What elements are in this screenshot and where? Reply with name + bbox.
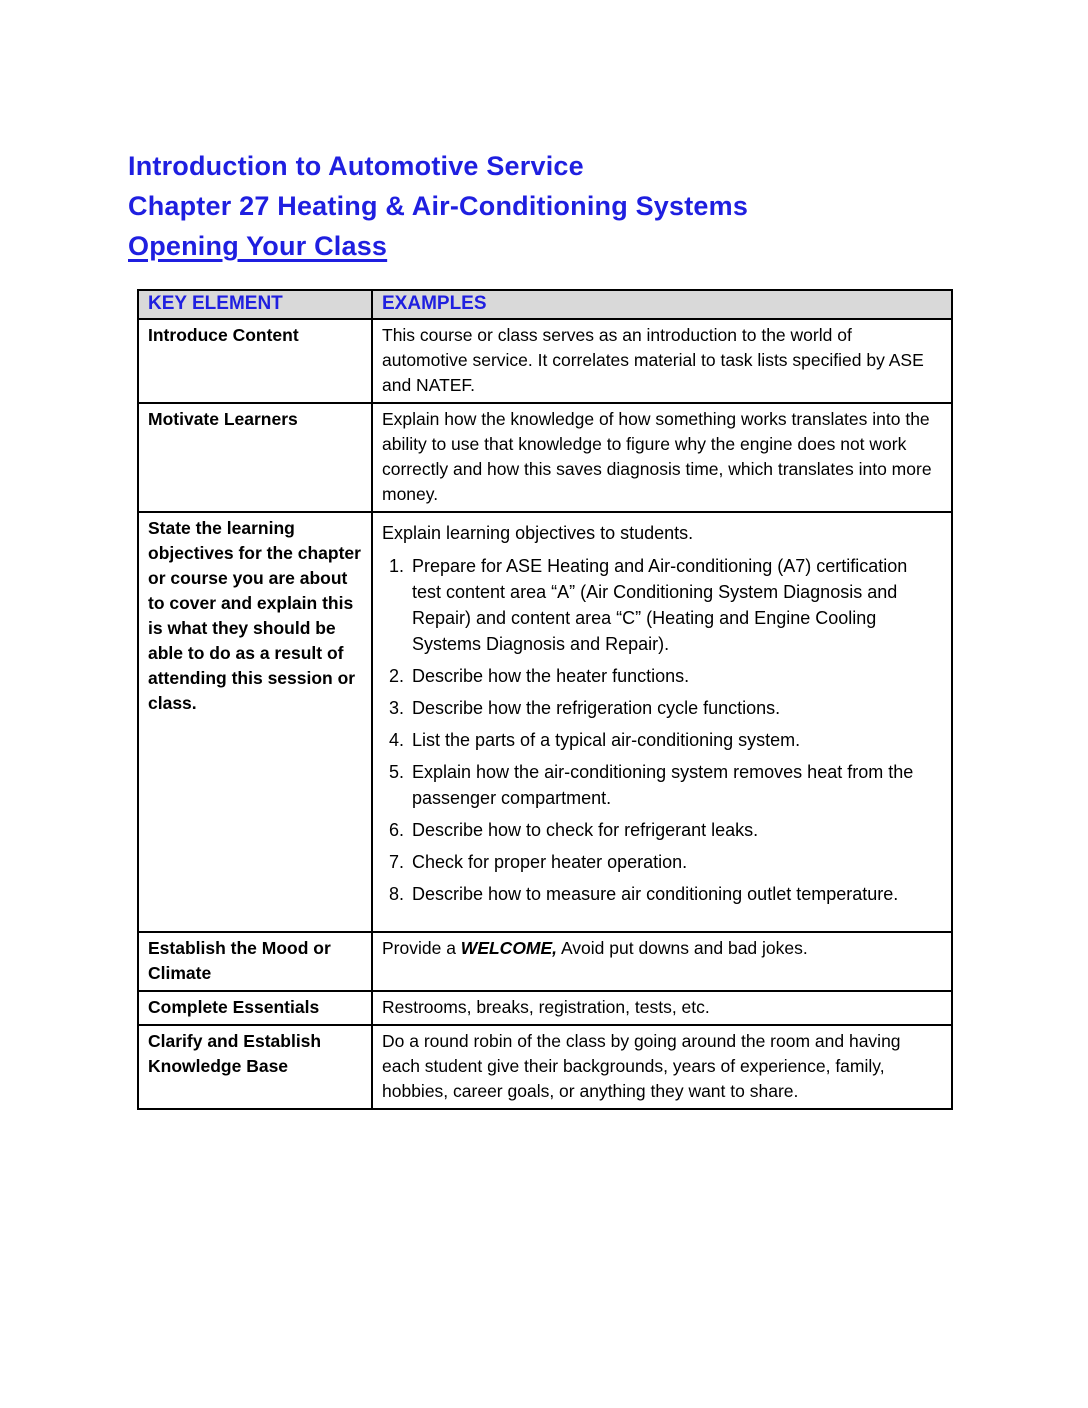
example-cell: This course or class serves as an introduction to the world of automotive service. It correlates material to task lists specified by ASE and NATEF. xyxy=(372,319,952,403)
column-header-key-element: KEY ELEMENT xyxy=(138,290,372,319)
example-cell: Restrooms, breaks, registration, tests, etc. xyxy=(372,991,952,1025)
key-element-cell: Establish the Mood or Climate xyxy=(138,932,372,991)
example-text-prefix: Provide a xyxy=(382,938,461,958)
table-row-learning-objectives xyxy=(138,512,952,932)
title-line-course: Introduction to Automotive Service xyxy=(128,151,584,181)
example-text-suffix: Avoid put downs and bad jokes. xyxy=(557,938,808,958)
objectives-intro: Explain learning objectives to students. xyxy=(382,523,694,543)
objectives-list xyxy=(382,553,941,907)
key-element-cell: Motivate Learners xyxy=(138,403,372,512)
document-title xyxy=(128,146,748,266)
example-cell: Explain how the knowledge of how something works translates into the ability to use that knowledge to figure why the engine does not work correctly and how this saves diagnosis time, which translates into more money. xyxy=(372,403,952,512)
table-header-row xyxy=(138,290,952,319)
title-line-section: Opening Your Class xyxy=(128,231,388,261)
table-row-clarify-knowledge xyxy=(138,1025,952,1109)
table-row-introduce-content xyxy=(138,319,952,403)
key-element-cell: Complete Essentials xyxy=(138,991,372,1025)
table-row-establish-mood xyxy=(138,932,952,991)
objective-item: 2. Describe how the heater functions. xyxy=(409,663,941,689)
key-element-cell: Clarify and Establish Knowledge Base xyxy=(138,1025,372,1109)
table-row-motivate-learners xyxy=(138,403,952,512)
example-cell: Do a round robin of the class by going around the room and having each student give their backgrounds, years of experience, family, hobbies, career goals, or anything they want to share. xyxy=(372,1025,952,1109)
objective-item: 7. Check for proper heater operation. xyxy=(409,849,941,875)
objective-item: 6. Describe how to check for refrigerant leaks. xyxy=(409,817,941,843)
key-element-cell: Introduce Content xyxy=(138,319,372,403)
welcome-emphasis: WELCOME, xyxy=(460,938,558,958)
objective-item: 3. Describe how the refrigeration cycle functions. xyxy=(409,695,941,721)
table-row-complete-essentials xyxy=(138,991,952,1025)
objective-item: 5. Explain how the air-conditioning system removes heat from the passenger compartment. xyxy=(409,759,941,811)
objective-item: 8. Describe how to measure air conditioning outlet temperature. xyxy=(409,881,941,907)
example-cell xyxy=(372,932,952,991)
key-element-cell: State the learning objectives for the chapter or course you are about to cover and explain this is what they should be able to do as a result of attending this session or class. xyxy=(138,512,372,932)
column-header-examples: EXAMPLES xyxy=(372,290,952,319)
objective-item: 4. List the parts of a typical air-conditioning system. xyxy=(409,727,941,753)
key-element-table xyxy=(137,289,953,1110)
example-cell xyxy=(372,512,952,932)
title-line-chapter: Chapter 27 Heating & Air-Conditioning Systems xyxy=(128,191,749,221)
objective-item: 1. Prepare for ASE Heating and Air-conditioning (A7) certification test content area “A” (Air Conditioning System Diagnosis and Repair) and content area “C” (Heating and Engine Cooling Systems Diagnosis and Repair). xyxy=(409,553,941,657)
